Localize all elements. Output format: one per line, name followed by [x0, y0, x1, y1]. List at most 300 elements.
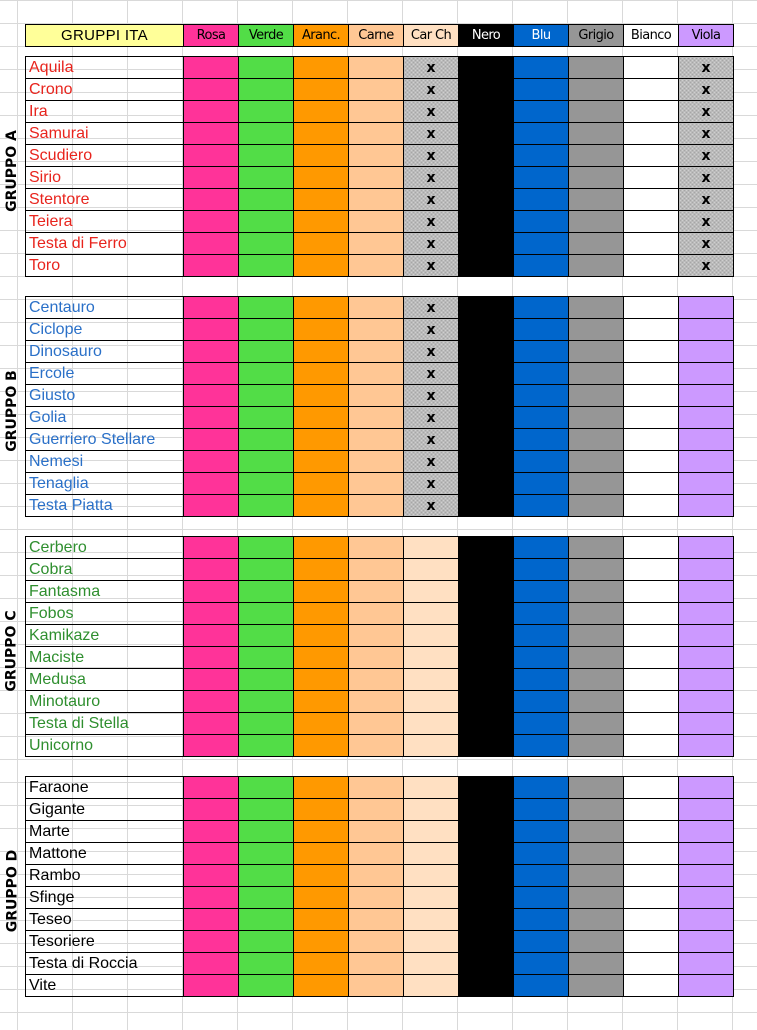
cell-nero[interactable]	[459, 57, 514, 79]
cell-blu[interactable]	[514, 713, 569, 735]
cell-aranc[interactable]	[294, 429, 349, 451]
cell-car-ch-marked[interactable]: x	[404, 473, 459, 495]
cell-grigio[interactable]	[569, 341, 624, 363]
cell-nero[interactable]	[459, 385, 514, 407]
cell-viola[interactable]	[679, 363, 734, 385]
cell-bianco[interactable]	[624, 297, 679, 319]
cell-nero[interactable]	[459, 145, 514, 167]
member-name-cell[interactable]: Cerbero	[26, 537, 184, 559]
cell-viola[interactable]	[679, 341, 734, 363]
cell-carne[interactable]	[349, 975, 404, 997]
cell-rosa[interactable]	[184, 407, 239, 429]
cell-nero[interactable]	[459, 975, 514, 997]
cell-grigio[interactable]	[569, 865, 624, 887]
cell-aranc[interactable]	[294, 865, 349, 887]
cell-verde[interactable]	[239, 843, 294, 865]
cell-car-ch-marked[interactable]: x	[404, 189, 459, 211]
cell-carne[interactable]	[349, 931, 404, 953]
cell-blu[interactable]	[514, 865, 569, 887]
cell-carne[interactable]	[349, 495, 404, 517]
cell-rosa[interactable]	[184, 865, 239, 887]
member-name-cell[interactable]: Fantasma	[26, 581, 184, 603]
cell-aranc[interactable]	[294, 953, 349, 975]
cell-car-ch-marked[interactable]: x	[404, 123, 459, 145]
cell-verde[interactable]	[239, 799, 294, 821]
cell-rosa[interactable]	[184, 473, 239, 495]
cell-nero[interactable]	[459, 843, 514, 865]
cell-blu[interactable]	[514, 603, 569, 625]
cell-aranc[interactable]	[294, 821, 349, 843]
cell-viola[interactable]	[679, 821, 734, 843]
cell-viola-marked[interactable]: x	[679, 167, 734, 189]
cell-blu[interactable]	[514, 537, 569, 559]
member-name-cell[interactable]: Guerriero Stellare	[26, 429, 184, 451]
cell-viola[interactable]	[679, 319, 734, 341]
cell-viola-marked[interactable]: x	[679, 57, 734, 79]
cell-grigio[interactable]	[569, 909, 624, 931]
cell-nero[interactable]	[459, 189, 514, 211]
cell-car-ch-marked[interactable]: x	[404, 255, 459, 277]
cell-bianco[interactable]	[624, 537, 679, 559]
cell-carne[interactable]	[349, 385, 404, 407]
cell-aranc[interactable]	[294, 341, 349, 363]
cell-bianco[interactable]	[624, 451, 679, 473]
cell-rosa[interactable]	[184, 691, 239, 713]
cell-grigio[interactable]	[569, 931, 624, 953]
cell-viola[interactable]	[679, 843, 734, 865]
cell-carne[interactable]	[349, 189, 404, 211]
cell-nero[interactable]	[459, 799, 514, 821]
cell-blu[interactable]	[514, 407, 569, 429]
cell-blu[interactable]	[514, 799, 569, 821]
cell-rosa[interactable]	[184, 167, 239, 189]
member-name-cell[interactable]: Teseo	[26, 909, 184, 931]
cell-carne[interactable]	[349, 537, 404, 559]
cell-car-ch-marked[interactable]: x	[404, 211, 459, 233]
cell-carne[interactable]	[349, 909, 404, 931]
cell-verde[interactable]	[239, 451, 294, 473]
cell-verde[interactable]	[239, 57, 294, 79]
member-name-cell[interactable]: Faraone	[26, 777, 184, 799]
cell-blu[interactable]	[514, 363, 569, 385]
cell-grigio[interactable]	[569, 713, 624, 735]
cell-bianco[interactable]	[624, 79, 679, 101]
cell-viola[interactable]	[679, 887, 734, 909]
cell-carne[interactable]	[349, 691, 404, 713]
cell-nero[interactable]	[459, 691, 514, 713]
cell-blu[interactable]	[514, 145, 569, 167]
cell-rosa[interactable]	[184, 255, 239, 277]
cell-carne[interactable]	[349, 865, 404, 887]
cell-grigio[interactable]	[569, 451, 624, 473]
cell-carne[interactable]	[349, 167, 404, 189]
cell-rosa[interactable]	[184, 647, 239, 669]
cell-grigio[interactable]	[569, 79, 624, 101]
cell-nero[interactable]	[459, 363, 514, 385]
member-name-cell[interactable]: Testa di Roccia	[26, 953, 184, 975]
member-name-cell[interactable]: Fobos	[26, 603, 184, 625]
cell-verde[interactable]	[239, 473, 294, 495]
cell-carne[interactable]	[349, 777, 404, 799]
cell-carne[interactable]	[349, 669, 404, 691]
cell-car-ch-marked[interactable]: x	[404, 233, 459, 255]
cell-bianco[interactable]	[624, 669, 679, 691]
cell-car-ch[interactable]	[404, 931, 459, 953]
cell-verde[interactable]	[239, 953, 294, 975]
cell-bianco[interactable]	[624, 713, 679, 735]
cell-bianco[interactable]	[624, 429, 679, 451]
member-name-cell[interactable]: Unicorno	[26, 735, 184, 757]
cell-grigio[interactable]	[569, 123, 624, 145]
cell-blu[interactable]	[514, 189, 569, 211]
cell-aranc[interactable]	[294, 669, 349, 691]
cell-grigio[interactable]	[569, 537, 624, 559]
cell-viola[interactable]	[679, 429, 734, 451]
cell-blu[interactable]	[514, 559, 569, 581]
header-col-grigio[interactable]: Grigio	[569, 25, 624, 47]
cell-aranc[interactable]	[294, 451, 349, 473]
member-name-cell[interactable]: Toro	[26, 255, 184, 277]
cell-aranc[interactable]	[294, 145, 349, 167]
cell-viola[interactable]	[679, 625, 734, 647]
cell-grigio[interactable]	[569, 429, 624, 451]
cell-carne[interactable]	[349, 57, 404, 79]
cell-viola[interactable]	[679, 777, 734, 799]
cell-grigio[interactable]	[569, 363, 624, 385]
cell-aranc[interactable]	[294, 79, 349, 101]
header-col-nero[interactable]: Nero	[459, 25, 514, 47]
cell-nero[interactable]	[459, 625, 514, 647]
cell-carne[interactable]	[349, 953, 404, 975]
cell-verde[interactable]	[239, 429, 294, 451]
cell-viola-marked[interactable]: x	[679, 189, 734, 211]
cell-verde[interactable]	[239, 691, 294, 713]
cell-verde[interactable]	[239, 865, 294, 887]
cell-blu[interactable]	[514, 735, 569, 757]
cell-car-ch-marked[interactable]: x	[404, 451, 459, 473]
cell-carne[interactable]	[349, 559, 404, 581]
cell-rosa[interactable]	[184, 319, 239, 341]
cell-car-ch[interactable]	[404, 669, 459, 691]
member-name-cell[interactable]: Gigante	[26, 799, 184, 821]
cell-nero[interactable]	[459, 647, 514, 669]
cell-aranc[interactable]	[294, 537, 349, 559]
cell-nero[interactable]	[459, 909, 514, 931]
cell-blu[interactable]	[514, 625, 569, 647]
cell-nero[interactable]	[459, 537, 514, 559]
header-col-blu[interactable]: Blu	[514, 25, 569, 47]
cell-rosa[interactable]	[184, 975, 239, 997]
cell-grigio[interactable]	[569, 385, 624, 407]
cell-rosa[interactable]	[184, 931, 239, 953]
cell-verde[interactable]	[239, 647, 294, 669]
cell-aranc[interactable]	[294, 167, 349, 189]
cell-nero[interactable]	[459, 167, 514, 189]
cell-bianco[interactable]	[624, 777, 679, 799]
cell-nero[interactable]	[459, 297, 514, 319]
cell-car-ch[interactable]	[404, 735, 459, 757]
cell-rosa[interactable]	[184, 625, 239, 647]
cell-grigio[interactable]	[569, 647, 624, 669]
member-name-cell[interactable]: Marte	[26, 821, 184, 843]
cell-carne[interactable]	[349, 101, 404, 123]
cell-rosa[interactable]	[184, 909, 239, 931]
cell-viola[interactable]	[679, 451, 734, 473]
cell-bianco[interactable]	[624, 473, 679, 495]
cell-bianco[interactable]	[624, 625, 679, 647]
cell-blu[interactable]	[514, 777, 569, 799]
cell-blu[interactable]	[514, 319, 569, 341]
cell-nero[interactable]	[459, 429, 514, 451]
cell-verde[interactable]	[239, 297, 294, 319]
cell-bianco[interactable]	[624, 799, 679, 821]
cell-carne[interactable]	[349, 581, 404, 603]
cell-rosa[interactable]	[184, 843, 239, 865]
cell-carne[interactable]	[349, 473, 404, 495]
cell-viola[interactable]	[679, 559, 734, 581]
cell-viola[interactable]	[679, 385, 734, 407]
member-name-cell[interactable]: Stentore	[26, 189, 184, 211]
cell-viola[interactable]	[679, 473, 734, 495]
cell-rosa[interactable]	[184, 581, 239, 603]
cell-nero[interactable]	[459, 735, 514, 757]
cell-verde[interactable]	[239, 931, 294, 953]
cell-blu[interactable]	[514, 843, 569, 865]
cell-aranc[interactable]	[294, 57, 349, 79]
cell-viola-marked[interactable]: x	[679, 123, 734, 145]
cell-grigio[interactable]	[569, 407, 624, 429]
cell-blu[interactable]	[514, 451, 569, 473]
cell-rosa[interactable]	[184, 79, 239, 101]
cell-carne[interactable]	[349, 123, 404, 145]
member-name-cell[interactable]: Aquila	[26, 57, 184, 79]
cell-aranc[interactable]	[294, 189, 349, 211]
cell-verde[interactable]	[239, 341, 294, 363]
cell-rosa[interactable]	[184, 145, 239, 167]
header-col-bianco[interactable]: Bianco	[624, 25, 679, 47]
cell-blu[interactable]	[514, 909, 569, 931]
cell-blu[interactable]	[514, 211, 569, 233]
cell-blu[interactable]	[514, 953, 569, 975]
cell-car-ch[interactable]	[404, 821, 459, 843]
cell-bianco[interactable]	[624, 843, 679, 865]
cell-viola[interactable]	[679, 669, 734, 691]
member-name-cell[interactable]: Tesoriere	[26, 931, 184, 953]
cell-blu[interactable]	[514, 975, 569, 997]
cell-car-ch[interactable]	[404, 953, 459, 975]
cell-bianco[interactable]	[624, 975, 679, 997]
cell-viola[interactable]	[679, 909, 734, 931]
cell-nero[interactable]	[459, 233, 514, 255]
cell-bianco[interactable]	[624, 233, 679, 255]
cell-viola[interactable]	[679, 495, 734, 517]
member-name-cell[interactable]: Maciste	[26, 647, 184, 669]
cell-rosa[interactable]	[184, 537, 239, 559]
member-name-cell[interactable]: Teiera	[26, 211, 184, 233]
cell-bianco[interactable]	[624, 189, 679, 211]
cell-viola-marked[interactable]: x	[679, 233, 734, 255]
cell-grigio[interactable]	[569, 319, 624, 341]
cell-blu[interactable]	[514, 167, 569, 189]
cell-rosa[interactable]	[184, 233, 239, 255]
cell-carne[interactable]	[349, 429, 404, 451]
cell-blu[interactable]	[514, 341, 569, 363]
cell-carne[interactable]	[349, 843, 404, 865]
cell-car-ch-marked[interactable]: x	[404, 407, 459, 429]
cell-aranc[interactable]	[294, 909, 349, 931]
cell-carne[interactable]	[349, 713, 404, 735]
cell-rosa[interactable]	[184, 713, 239, 735]
cell-car-ch-marked[interactable]: x	[404, 145, 459, 167]
cell-carne[interactable]	[349, 625, 404, 647]
cell-car-ch[interactable]	[404, 887, 459, 909]
cell-aranc[interactable]	[294, 691, 349, 713]
cell-bianco[interactable]	[624, 865, 679, 887]
cell-grigio[interactable]	[569, 255, 624, 277]
cell-verde[interactable]	[239, 821, 294, 843]
cell-carne[interactable]	[349, 363, 404, 385]
cell-viola[interactable]	[679, 537, 734, 559]
cell-aranc[interactable]	[294, 559, 349, 581]
cell-viola-marked[interactable]: x	[679, 145, 734, 167]
cell-carne[interactable]	[349, 407, 404, 429]
cell-viola-marked[interactable]: x	[679, 101, 734, 123]
cell-grigio[interactable]	[569, 821, 624, 843]
cell-verde[interactable]	[239, 79, 294, 101]
cell-aranc[interactable]	[294, 385, 349, 407]
cell-grigio[interactable]	[569, 581, 624, 603]
cell-verde[interactable]	[239, 669, 294, 691]
cell-car-ch-marked[interactable]: x	[404, 167, 459, 189]
cell-car-ch[interactable]	[404, 713, 459, 735]
cell-nero[interactable]	[459, 865, 514, 887]
member-name-cell[interactable]: Medusa	[26, 669, 184, 691]
cell-car-ch-marked[interactable]: x	[404, 363, 459, 385]
cell-verde[interactable]	[239, 581, 294, 603]
cell-viola[interactable]	[679, 865, 734, 887]
cell-rosa[interactable]	[184, 495, 239, 517]
cell-blu[interactable]	[514, 691, 569, 713]
cell-carne[interactable]	[349, 79, 404, 101]
cell-nero[interactable]	[459, 473, 514, 495]
cell-rosa[interactable]	[184, 123, 239, 145]
cell-car-ch-marked[interactable]: x	[404, 57, 459, 79]
cell-rosa[interactable]	[184, 341, 239, 363]
member-name-cell[interactable]: Sirio	[26, 167, 184, 189]
cell-rosa[interactable]	[184, 57, 239, 79]
cell-aranc[interactable]	[294, 777, 349, 799]
cell-verde[interactable]	[239, 495, 294, 517]
cell-grigio[interactable]	[569, 887, 624, 909]
cell-grigio[interactable]	[569, 799, 624, 821]
cell-rosa[interactable]	[184, 189, 239, 211]
cell-aranc[interactable]	[294, 887, 349, 909]
cell-grigio[interactable]	[569, 211, 624, 233]
cell-carne[interactable]	[349, 799, 404, 821]
cell-viola[interactable]	[679, 799, 734, 821]
cell-aranc[interactable]	[294, 255, 349, 277]
cell-rosa[interactable]	[184, 385, 239, 407]
cell-blu[interactable]	[514, 297, 569, 319]
cell-carne[interactable]	[349, 735, 404, 757]
cell-car-ch[interactable]	[404, 603, 459, 625]
cell-aranc[interactable]	[294, 799, 349, 821]
cell-rosa[interactable]	[184, 953, 239, 975]
cell-car-ch-marked[interactable]: x	[404, 385, 459, 407]
cell-blu[interactable]	[514, 473, 569, 495]
cell-car-ch[interactable]	[404, 843, 459, 865]
member-name-cell[interactable]: Ira	[26, 101, 184, 123]
cell-verde[interactable]	[239, 909, 294, 931]
cell-car-ch[interactable]	[404, 691, 459, 713]
cell-bianco[interactable]	[624, 691, 679, 713]
cell-verde[interactable]	[239, 777, 294, 799]
cell-grigio[interactable]	[569, 735, 624, 757]
cell-grigio[interactable]	[569, 57, 624, 79]
member-name-cell[interactable]: Nemesi	[26, 451, 184, 473]
cell-car-ch-marked[interactable]: x	[404, 79, 459, 101]
cell-bianco[interactable]	[624, 559, 679, 581]
cell-carne[interactable]	[349, 887, 404, 909]
cell-carne[interactable]	[349, 211, 404, 233]
cell-viola-marked[interactable]: x	[679, 255, 734, 277]
cell-nero[interactable]	[459, 407, 514, 429]
cell-rosa[interactable]	[184, 101, 239, 123]
cell-bianco[interactable]	[624, 255, 679, 277]
cell-bianco[interactable]	[624, 909, 679, 931]
cell-bianco[interactable]	[624, 363, 679, 385]
cell-nero[interactable]	[459, 495, 514, 517]
cell-aranc[interactable]	[294, 211, 349, 233]
cell-viola[interactable]	[679, 581, 734, 603]
cell-verde[interactable]	[239, 625, 294, 647]
cell-blu[interactable]	[514, 581, 569, 603]
cell-rosa[interactable]	[184, 363, 239, 385]
cell-aranc[interactable]	[294, 363, 349, 385]
cell-bianco[interactable]	[624, 953, 679, 975]
cell-bianco[interactable]	[624, 341, 679, 363]
member-name-cell[interactable]: Sfinge	[26, 887, 184, 909]
cell-viola[interactable]	[679, 603, 734, 625]
cell-nero[interactable]	[459, 603, 514, 625]
cell-aranc[interactable]	[294, 233, 349, 255]
cell-bianco[interactable]	[624, 931, 679, 953]
cell-blu[interactable]	[514, 887, 569, 909]
cell-carne[interactable]	[349, 821, 404, 843]
cell-aranc[interactable]	[294, 407, 349, 429]
cell-bianco[interactable]	[624, 603, 679, 625]
cell-grigio[interactable]	[569, 975, 624, 997]
cell-car-ch[interactable]	[404, 559, 459, 581]
cell-rosa[interactable]	[184, 559, 239, 581]
cell-aranc[interactable]	[294, 495, 349, 517]
cell-verde[interactable]	[239, 385, 294, 407]
cell-grigio[interactable]	[569, 145, 624, 167]
cell-blu[interactable]	[514, 255, 569, 277]
cell-bianco[interactable]	[624, 167, 679, 189]
cell-viola[interactable]	[679, 931, 734, 953]
cell-grigio[interactable]	[569, 625, 624, 647]
cell-verde[interactable]	[239, 123, 294, 145]
cell-grigio[interactable]	[569, 559, 624, 581]
header-col-verde[interactable]: Verde	[239, 25, 294, 47]
cell-aranc[interactable]	[294, 297, 349, 319]
cell-nero[interactable]	[459, 777, 514, 799]
cell-carne[interactable]	[349, 603, 404, 625]
cell-nero[interactable]	[459, 211, 514, 233]
cell-rosa[interactable]	[184, 669, 239, 691]
member-name-cell[interactable]: Ercole	[26, 363, 184, 385]
